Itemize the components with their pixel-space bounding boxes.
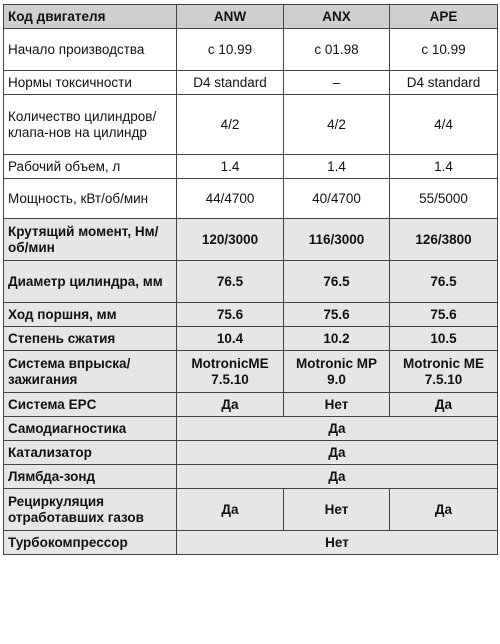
row-label: Система впрыска/зажигания bbox=[4, 351, 177, 393]
value-cell: Да bbox=[390, 393, 498, 417]
table-row bbox=[4, 351, 498, 393]
row-label: Катализатор bbox=[4, 441, 177, 465]
value-cell: Да bbox=[177, 417, 498, 441]
value-cell: 4/2 bbox=[284, 95, 390, 155]
value-cell: Нет bbox=[284, 489, 390, 531]
value-cell: 4/2 bbox=[177, 95, 284, 155]
value-cell: 76.5 bbox=[177, 261, 284, 303]
header-row bbox=[4, 5, 498, 29]
value-cell: 10.2 bbox=[284, 327, 390, 351]
table-row bbox=[4, 71, 498, 95]
value-cell: Да bbox=[177, 393, 284, 417]
value-cell: 1.4 bbox=[284, 155, 390, 179]
value-cell: – bbox=[284, 71, 390, 95]
header-cell: ANW bbox=[177, 5, 284, 29]
table-row bbox=[4, 441, 498, 465]
value-cell: 40/4700 bbox=[284, 179, 390, 219]
row-label: Нормы токсичности bbox=[4, 71, 177, 95]
value-cell: 44/4700 bbox=[177, 179, 284, 219]
value-cell: 4/4 bbox=[390, 95, 498, 155]
table-row bbox=[4, 327, 498, 351]
value-cell: 1.4 bbox=[177, 155, 284, 179]
header-cell: APE bbox=[390, 5, 498, 29]
value-cell: D4 standard bbox=[390, 71, 498, 95]
engine-spec-table bbox=[3, 4, 498, 555]
value-cell: 10.4 bbox=[177, 327, 284, 351]
value-cell: Да bbox=[177, 489, 284, 531]
header-cell: ANX bbox=[284, 5, 390, 29]
header-cell: Код двигателя bbox=[4, 5, 177, 29]
value-cell: с 10.99 bbox=[177, 29, 284, 71]
value-cell: 76.5 bbox=[284, 261, 390, 303]
value-cell: 10.5 bbox=[390, 327, 498, 351]
value-cell: Да bbox=[177, 465, 498, 489]
value-cell: 120/3000 bbox=[177, 219, 284, 261]
table-body bbox=[4, 29, 498, 555]
value-cell: 75.6 bbox=[284, 303, 390, 327]
table-row bbox=[4, 219, 498, 261]
row-label: Рабочий объем, л bbox=[4, 155, 177, 179]
value-cell: 116/3000 bbox=[284, 219, 390, 261]
value-cell: Motronic ME 7.5.10 bbox=[390, 351, 498, 393]
value-cell: 55/5000 bbox=[390, 179, 498, 219]
row-label: Рециркуляция отработавших газов bbox=[4, 489, 177, 531]
table-row bbox=[4, 95, 498, 155]
value-cell: 75.6 bbox=[390, 303, 498, 327]
row-label: Количество цилиндров/клапа-нов на цилиндр bbox=[4, 95, 177, 155]
row-label: Самодиагностика bbox=[4, 417, 177, 441]
row-label: Ход поршня, мм bbox=[4, 303, 177, 327]
table-row bbox=[4, 155, 498, 179]
row-label: Мощность, кВт/об/мин bbox=[4, 179, 177, 219]
row-label: Степень сжатия bbox=[4, 327, 177, 351]
row-label: Начало производства bbox=[4, 29, 177, 71]
row-label: Турбокомпрессор bbox=[4, 531, 177, 555]
table-row bbox=[4, 179, 498, 219]
value-cell: 76.5 bbox=[390, 261, 498, 303]
row-label: Крутящий момент, Нм/об/мин bbox=[4, 219, 177, 261]
table-row bbox=[4, 393, 498, 417]
value-cell: Да bbox=[390, 489, 498, 531]
table-row bbox=[4, 465, 498, 489]
value-cell: Нет bbox=[177, 531, 498, 555]
value-cell: Да bbox=[177, 441, 498, 465]
value-cell: Нет bbox=[284, 393, 390, 417]
value-cell: 126/3800 bbox=[390, 219, 498, 261]
value-cell: Motronic MP 9.0 bbox=[284, 351, 390, 393]
value-cell: D4 standard bbox=[177, 71, 284, 95]
value-cell: с 01.98 bbox=[284, 29, 390, 71]
table-row bbox=[4, 531, 498, 555]
table-row bbox=[4, 489, 498, 531]
value-cell: с 10.99 bbox=[390, 29, 498, 71]
row-label: Система EPC bbox=[4, 393, 177, 417]
row-label: Лямбда-зонд bbox=[4, 465, 177, 489]
table-row bbox=[4, 303, 498, 327]
value-cell: 75.6 bbox=[177, 303, 284, 327]
value-cell: 1.4 bbox=[390, 155, 498, 179]
table-row bbox=[4, 29, 498, 71]
table-row bbox=[4, 261, 498, 303]
row-label: Диаметр цилиндра, мм bbox=[4, 261, 177, 303]
table-row bbox=[4, 417, 498, 441]
value-cell: MotronicME 7.5.10 bbox=[177, 351, 284, 393]
